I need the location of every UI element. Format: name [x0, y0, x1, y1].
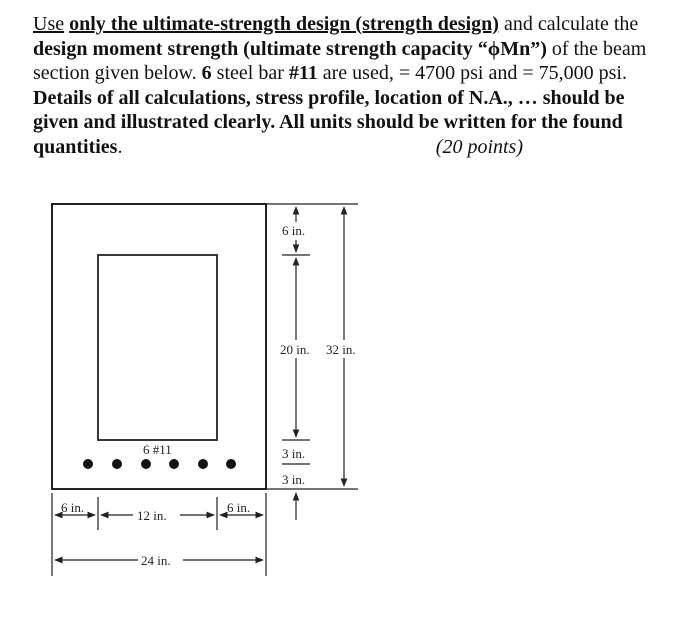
period-text: . — [117, 135, 123, 158]
rebar-5 — [198, 459, 208, 469]
and-calculate-text: and calculate the — [503, 13, 639, 35]
label-top-void: 6 in. — [282, 223, 306, 238]
inner-void-outline — [98, 255, 217, 440]
bar-size: #11 — [288, 62, 318, 84]
use-word: Use — [33, 13, 65, 35]
units-text: . All units should be written for the found quantities — [33, 111, 623, 158]
label-total-width: 24 in. — [141, 553, 171, 568]
of-beam-text: of the beam section given below. — [33, 37, 647, 84]
rebar-4 — [169, 459, 179, 469]
label-void-width: 12 in. — [137, 508, 167, 523]
material-props-text: are used, = 4700 psi and = 75,000 psi. — [322, 62, 627, 84]
label-total-height: 32 in. — [326, 342, 356, 357]
design-moment-strength-phrase: design moment strength (ultimate strength capacity “ϕMn”) — [33, 37, 547, 60]
steel-bar-text: steel bar — [216, 62, 284, 84]
label-bottom-cover: 3 in. — [282, 472, 306, 487]
bar-count: 6 — [201, 62, 212, 84]
rebar-6 — [226, 459, 236, 469]
label-bar-to-void: 3 in. — [282, 446, 306, 461]
only-usd-phrase: only the ultimate-strength design (strength design) — [69, 13, 499, 35]
label-rebar: 6 #11 — [143, 442, 172, 457]
details-text: Details of all calculations, stress profile, location of N.A., … should be given and illustrated clearly — [33, 86, 625, 133]
label-right-wall: 6 in. — [227, 500, 251, 515]
rebar-1 — [83, 459, 93, 469]
label-void-height: 20 in. — [280, 342, 310, 357]
points-label: (20 points) — [435, 135, 523, 158]
rebar-2 — [112, 459, 122, 469]
label-left-wall: 6 in. — [61, 500, 85, 515]
rebar-3 — [141, 459, 151, 469]
